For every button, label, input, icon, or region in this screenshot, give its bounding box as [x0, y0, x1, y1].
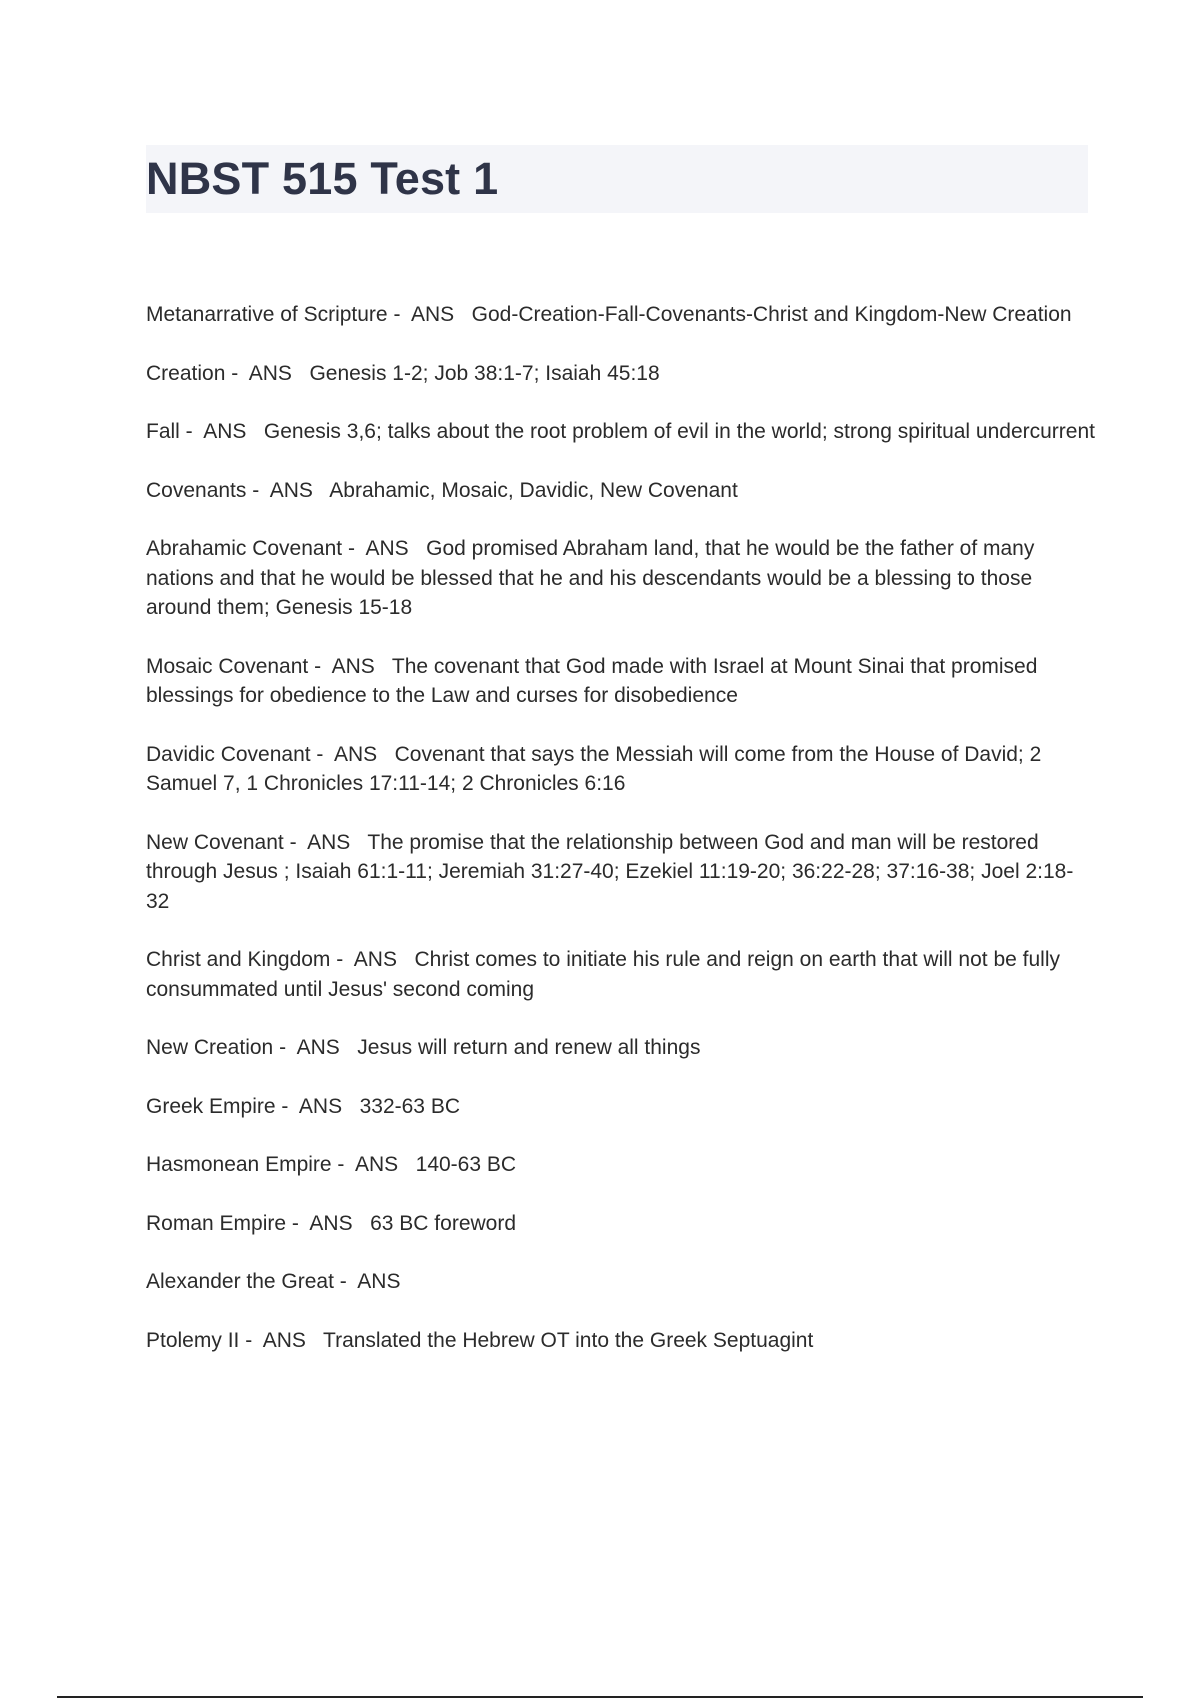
term-text: Davidic Covenant	[146, 742, 311, 766]
term-text: Mosaic Covenant	[146, 654, 309, 678]
answer-text: 332-63 BC	[359, 1094, 460, 1118]
answer-marker: ANS	[357, 1270, 401, 1293]
list-item: Mosaic Covenant - ANS The covenant that God made with Israel at Mount Sinai that promised blessings for obedience to the Law and curses for disobedience	[146, 654, 1044, 707]
answer-text: Jesus will return and renew all things	[357, 1036, 701, 1059]
answer-text: The covenant that God made with Israel at Mount Sinai that promised blessings for obedience to the Law and curses for disobedience	[146, 654, 1044, 707]
term-text: Hasmonean Empire	[146, 1153, 332, 1176]
answer-marker: ANS	[309, 1211, 353, 1235]
answer-marker: ANS	[333, 742, 378, 766]
term-text: Creation	[146, 361, 226, 385]
term-text: Fall	[146, 420, 180, 443]
list-item: Roman Empire - ANS 63 BC foreword	[146, 1211, 517, 1235]
list-item: Abrahamic Covenant - ANS God promised Abraham land, that he would be the father of many nations and that he would be blessed that he and his descendants would be a blessing to those around them; Genesis 15-18	[146, 537, 1041, 619]
list-item: Alexander the Great - ANS	[146, 1270, 401, 1293]
answer-text: Translated the Hebrew OT into the Greek Septuagint	[323, 1328, 814, 1352]
answer-text: 140-63 BC	[415, 1153, 517, 1176]
list-item: Greek Empire - ANS 332-63 BC	[146, 1094, 460, 1118]
list-item: Fall - ANS Genesis 3,6; talks about the root problem of evil in the world; strong spiritual undercurrent	[146, 420, 1095, 443]
list-item: Metanarrative of Scripture - ANS God-Creation-Fall-Covenants-Christ and Kingdom-New Creation	[146, 303, 1072, 326]
list-item: Ptolemy II - ANS Translated the Hebrew OT into the Greek Septuagint	[146, 1328, 814, 1352]
answer-text: 63 BC foreword	[370, 1211, 517, 1235]
answer-text: God promised Abraham land, that he would be the father of many nations and that he would be blessed that he and his descendants would be a blessing to those around them; Genesis 15-18	[146, 537, 1041, 619]
answer-marker: ANS	[410, 303, 455, 326]
answer-marker: ANS	[307, 830, 351, 854]
term-text: Roman Empire	[146, 1211, 287, 1235]
term-text: New Covenant	[146, 830, 284, 854]
answer-marker: ANS	[248, 361, 292, 385]
term-text: Abrahamic Covenant	[146, 537, 343, 560]
answer-text: God-Creation-Fall-Covenants-Christ and Kingdom-New Creation	[471, 303, 1072, 326]
page-title: NBST 515 Test 1	[146, 153, 499, 204]
answer-text: The promise that the relationship between God and man will be restored through Jesus ; Isaiah 61:1-11; Jeremiah 31:27-40; Ezekiel 11:19-20; 36:22-28; 37:16-38; Joel 2:18-32	[146, 830, 1074, 913]
answer-marker: ANS	[262, 1328, 306, 1352]
answer-text: Covenant that says the Messiah will come from the House of David; 2 Samuel 7, 1 Chronicles 17:11-14; 2 Chronicles 6:16	[146, 742, 1048, 795]
list-item: New Covenant - ANS The promise that the relationship between God and man will be restored through Jesus ; Isaiah 61:1-11; Jeremiah 31:27-40; Ezekiel 11:19-20; 36:22-28; 37:16-38; Joel 2:18-32	[146, 830, 1074, 913]
answer-text: Genesis 1-2; Job 38:1-7; Isaiah 45:18	[309, 361, 660, 385]
answer-text: Christ comes to initiate his rule and reign on earth that will not be fully consummated until Jesus' second coming	[146, 948, 1066, 1001]
term-text: New Creation	[146, 1036, 274, 1059]
answer-marker: ANS	[353, 948, 397, 971]
answer-marker: ANS	[298, 1094, 343, 1118]
list-item: Hasmonean Empire - ANS 140-63 BC	[146, 1153, 517, 1176]
term-text: Covenants	[146, 478, 247, 502]
list-item: Christ and Kingdom - ANS Christ comes to initiate his rule and reign on earth that will not be fully consummated until Jesus' second coming	[146, 948, 1066, 1001]
answer-marker: ANS	[365, 537, 409, 560]
answer-text: Genesis 3,6; talks about the root problem of evil in the world; strong spiritual undercurrent	[263, 420, 1095, 443]
title-banner	[146, 145, 1088, 213]
answer-marker: ANS	[354, 1153, 399, 1176]
list-item: Covenants - ANS Abrahamic, Mosaic, Davidic, New Covenant	[146, 478, 738, 502]
answer-marker: ANS	[331, 654, 375, 678]
flashcard-list	[146, 300, 1096, 1384]
term-text: Greek Empire	[146, 1094, 276, 1118]
term-text: Metanarrative of Scripture	[146, 303, 388, 326]
answer-text: Abrahamic, Mosaic, Davidic, New Covenant	[329, 478, 738, 502]
term-text: Ptolemy II	[146, 1328, 240, 1352]
term-text: Christ and Kingdom	[146, 948, 331, 971]
answer-marker: ANS	[203, 420, 247, 443]
answer-marker: ANS	[269, 478, 313, 502]
list-item: New Creation - ANS Jesus will return and renew all things	[146, 1036, 701, 1059]
footer-divider	[57, 1696, 1143, 1698]
list-item: Davidic Covenant - ANS Covenant that says the Messiah will come from the House of David; 2 Samuel 7, 1 Chronicles 17:11-14; 2 Chronicles 6:16	[146, 742, 1048, 795]
answer-marker: ANS	[296, 1036, 340, 1059]
list-item: Creation - ANS Genesis 1-2; Job 38:1-7; Isaiah 45:18	[146, 361, 660, 385]
term-text: Alexander the Great	[146, 1270, 334, 1293]
